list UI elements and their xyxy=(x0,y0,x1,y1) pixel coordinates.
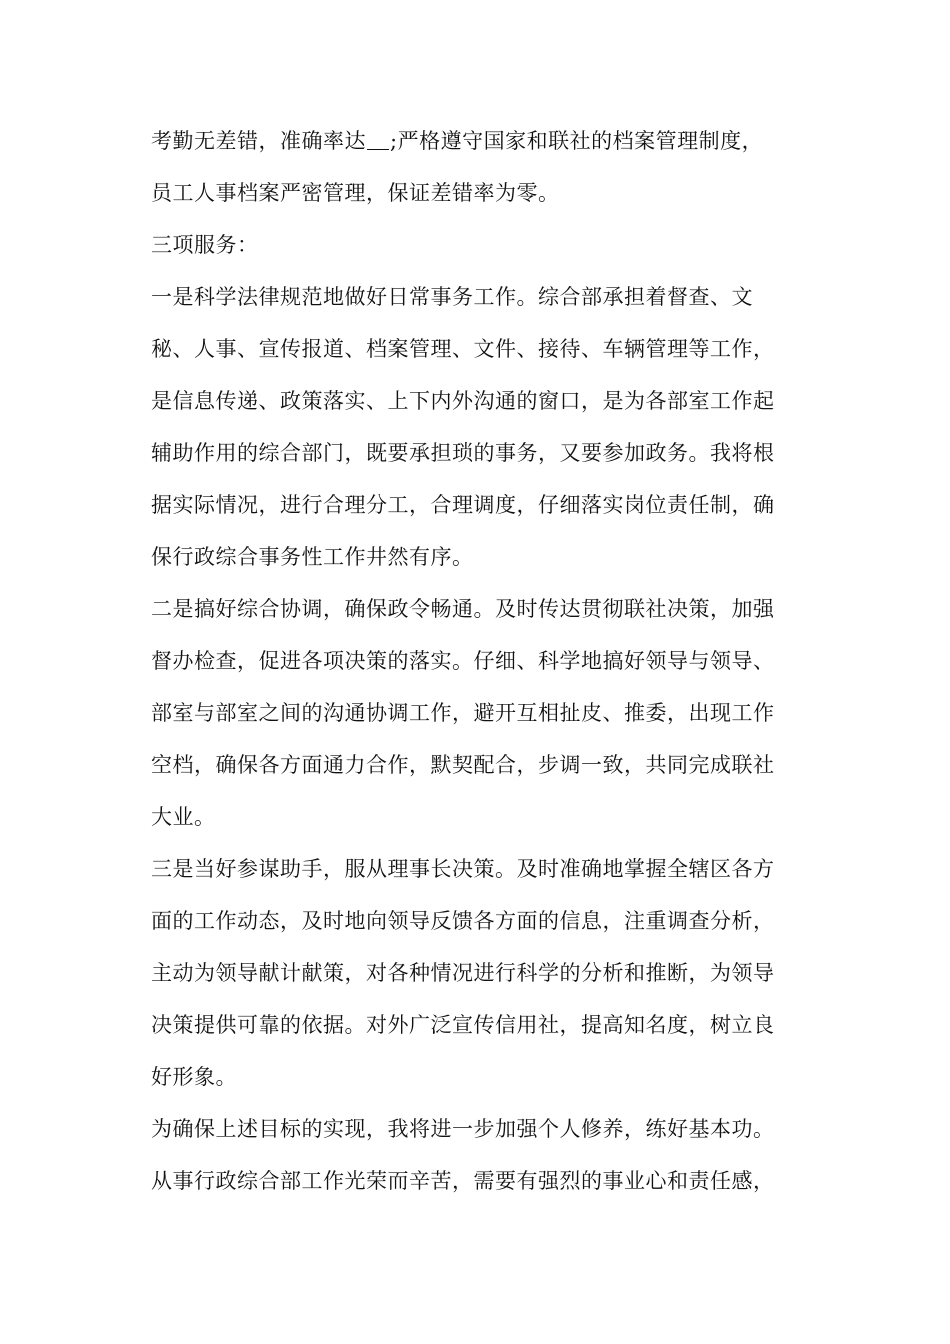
text-line: 督办检查，促进各项决策的落实。仔细、科学地搞好领导与领导、 xyxy=(151,649,775,673)
document-body xyxy=(151,117,811,1209)
text-line: 主动为领导献计献策，对各种情况进行科学的分析和推断，为领导 xyxy=(151,961,775,985)
text-line: 秘、人事、宣传报道、档案管理、文件、接待、车辆管理等工作， xyxy=(151,337,775,361)
text-line: 是信息传递、政策落实、上下内外沟通的窗口，是为各部室工作起 xyxy=(151,389,775,413)
text-line: 决策提供可靠的依据。对外广泛宣传信用社，提高知名度，树立良 xyxy=(151,1013,775,1037)
text-line: 一是科学法律规范地做好日常事务工作。综合部承担着督查、文 xyxy=(151,285,753,309)
text-segment: 考勤无差错，准确率达 xyxy=(151,129,366,153)
text-line xyxy=(151,117,811,169)
text-line: 好形象。 xyxy=(151,1065,237,1089)
text-line: 面的工作动态，及时地向领导反馈各方面的信息，注重调查分析， xyxy=(151,909,775,933)
section-heading: 三项服务： xyxy=(151,233,259,257)
text-line: 据实际情况，进行合理分工，合理调度，仔细落实岗位责任制，确 xyxy=(151,493,775,517)
text-line: 空档，确保各方面通力合作，默契配合，步调一致，共同完成联社 xyxy=(151,753,775,777)
text-line: 二是搞好综合协调，确保政令畅通。及时传达贯彻联社决策，加强 xyxy=(151,597,775,621)
text-line: 大业。 xyxy=(151,805,216,829)
text-line: 三是当好参谋助手，服从理事长决策。及时准确地掌握全辖区各方 xyxy=(151,857,775,881)
fill-in-blank xyxy=(367,131,389,150)
text-segment: ;严格遵守国家和联社的档案管理制度， xyxy=(390,129,764,153)
text-line: 部室与部室之间的沟通协调工作，避开互相扯皮、推委，出现工作 xyxy=(151,701,775,725)
text-line: 辅助作用的综合部门，既要承担琐的事务，又要参加政务。我将根 xyxy=(151,441,775,465)
text-line: 为确保上述目标的实现，我将进一步加强个人修养，练好基本功。 xyxy=(151,1117,775,1141)
text-line: 从事行政综合部工作光荣而辛苦，需要有强烈的事业心和责任感， xyxy=(151,1169,775,1193)
text-line: 保行政综合事务性工作井然有序。 xyxy=(151,545,474,569)
text-line: 员工人事档案严密管理，保证差错率为零。 xyxy=(151,181,560,205)
